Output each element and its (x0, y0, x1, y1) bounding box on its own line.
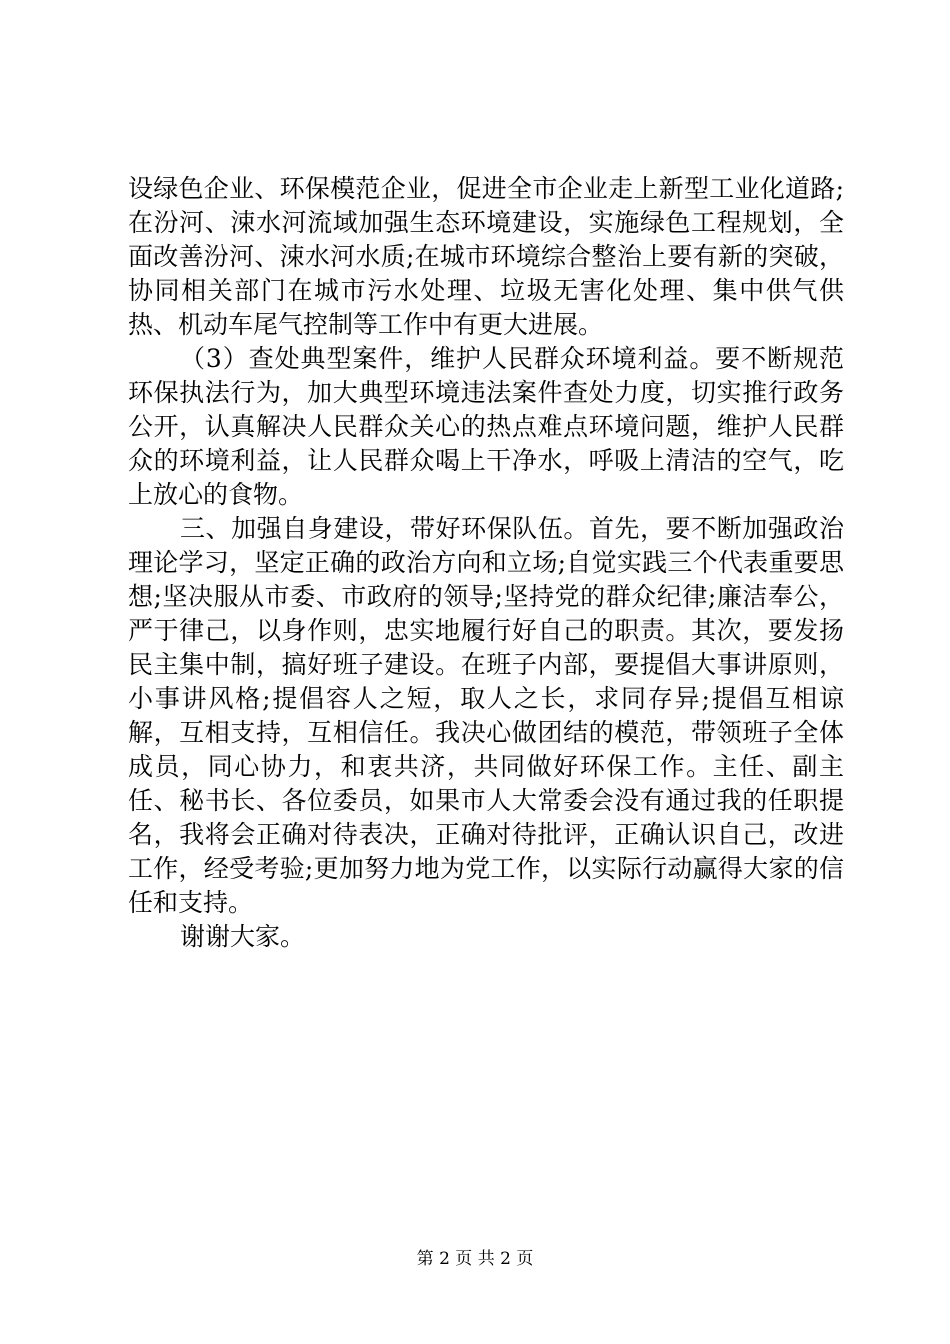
page-footer: 第 2 页 共 2 页 (416, 1249, 534, 1269)
paragraph-thanks: 谢谢大家。 (180, 922, 306, 951)
paragraph-case-handling: （3）查处典型案件，维护人民群众环境利益。要不断规范环保执法行为，加大典型环境违法案件查处力度，切实推行政务公开，认真解决人民群众关心的热点难点环境问题，维护人民群众的环境利益，让人民群众喝上干净水，呼吸上清洁的空气，吃上放心的食物。 (128, 344, 844, 509)
paragraph-continuation: 设绿色企业、环保模范企业，促进全市企业走上新型工业化道路;在汾河、涑水河流域加强生态环境建设，实施绿色工程规划，全面改善汾河、涑水河水质;在城市环境综合整治上要有新的突破，协同相关部门在城市污水处理、垃圾无害化处理、集中供气供热、机动车尾气控制等工作中有更大进展。 (128, 174, 844, 339)
document-body (128, 172, 844, 954)
paragraph-self-building: 三、加强自身建设，带好环保队伍。首先，要不断加强政治理论学习，坚定正确的政治方向和立场;自觉实践三个代表重要思想;坚决服从市委、市政府的领导;坚持党的群众纪律;廉洁奉公，严于律己，以身作则，忠实地履行好自己的职责。其次，要发扬民主集中制，搞好班子建设。在班子内部，要提倡大事讲原则，小事讲风格;提倡容人之短，取人之长，求同存异;提倡互相谅解，互相支持，互相信任。我决心做团结的模范，带领班子全体成员，同心协力，和衷共济，共同做好环保工作。主任、副主任、秘书长、各位委员，如果市人大常委会没有通过我的任职提名，我将会正确对待表决，正确对待批评，正确认识自己，改进工作，经受考验;更加努力地为党工作，以实际行动赢得大家的信任和支持。 (128, 514, 844, 917)
